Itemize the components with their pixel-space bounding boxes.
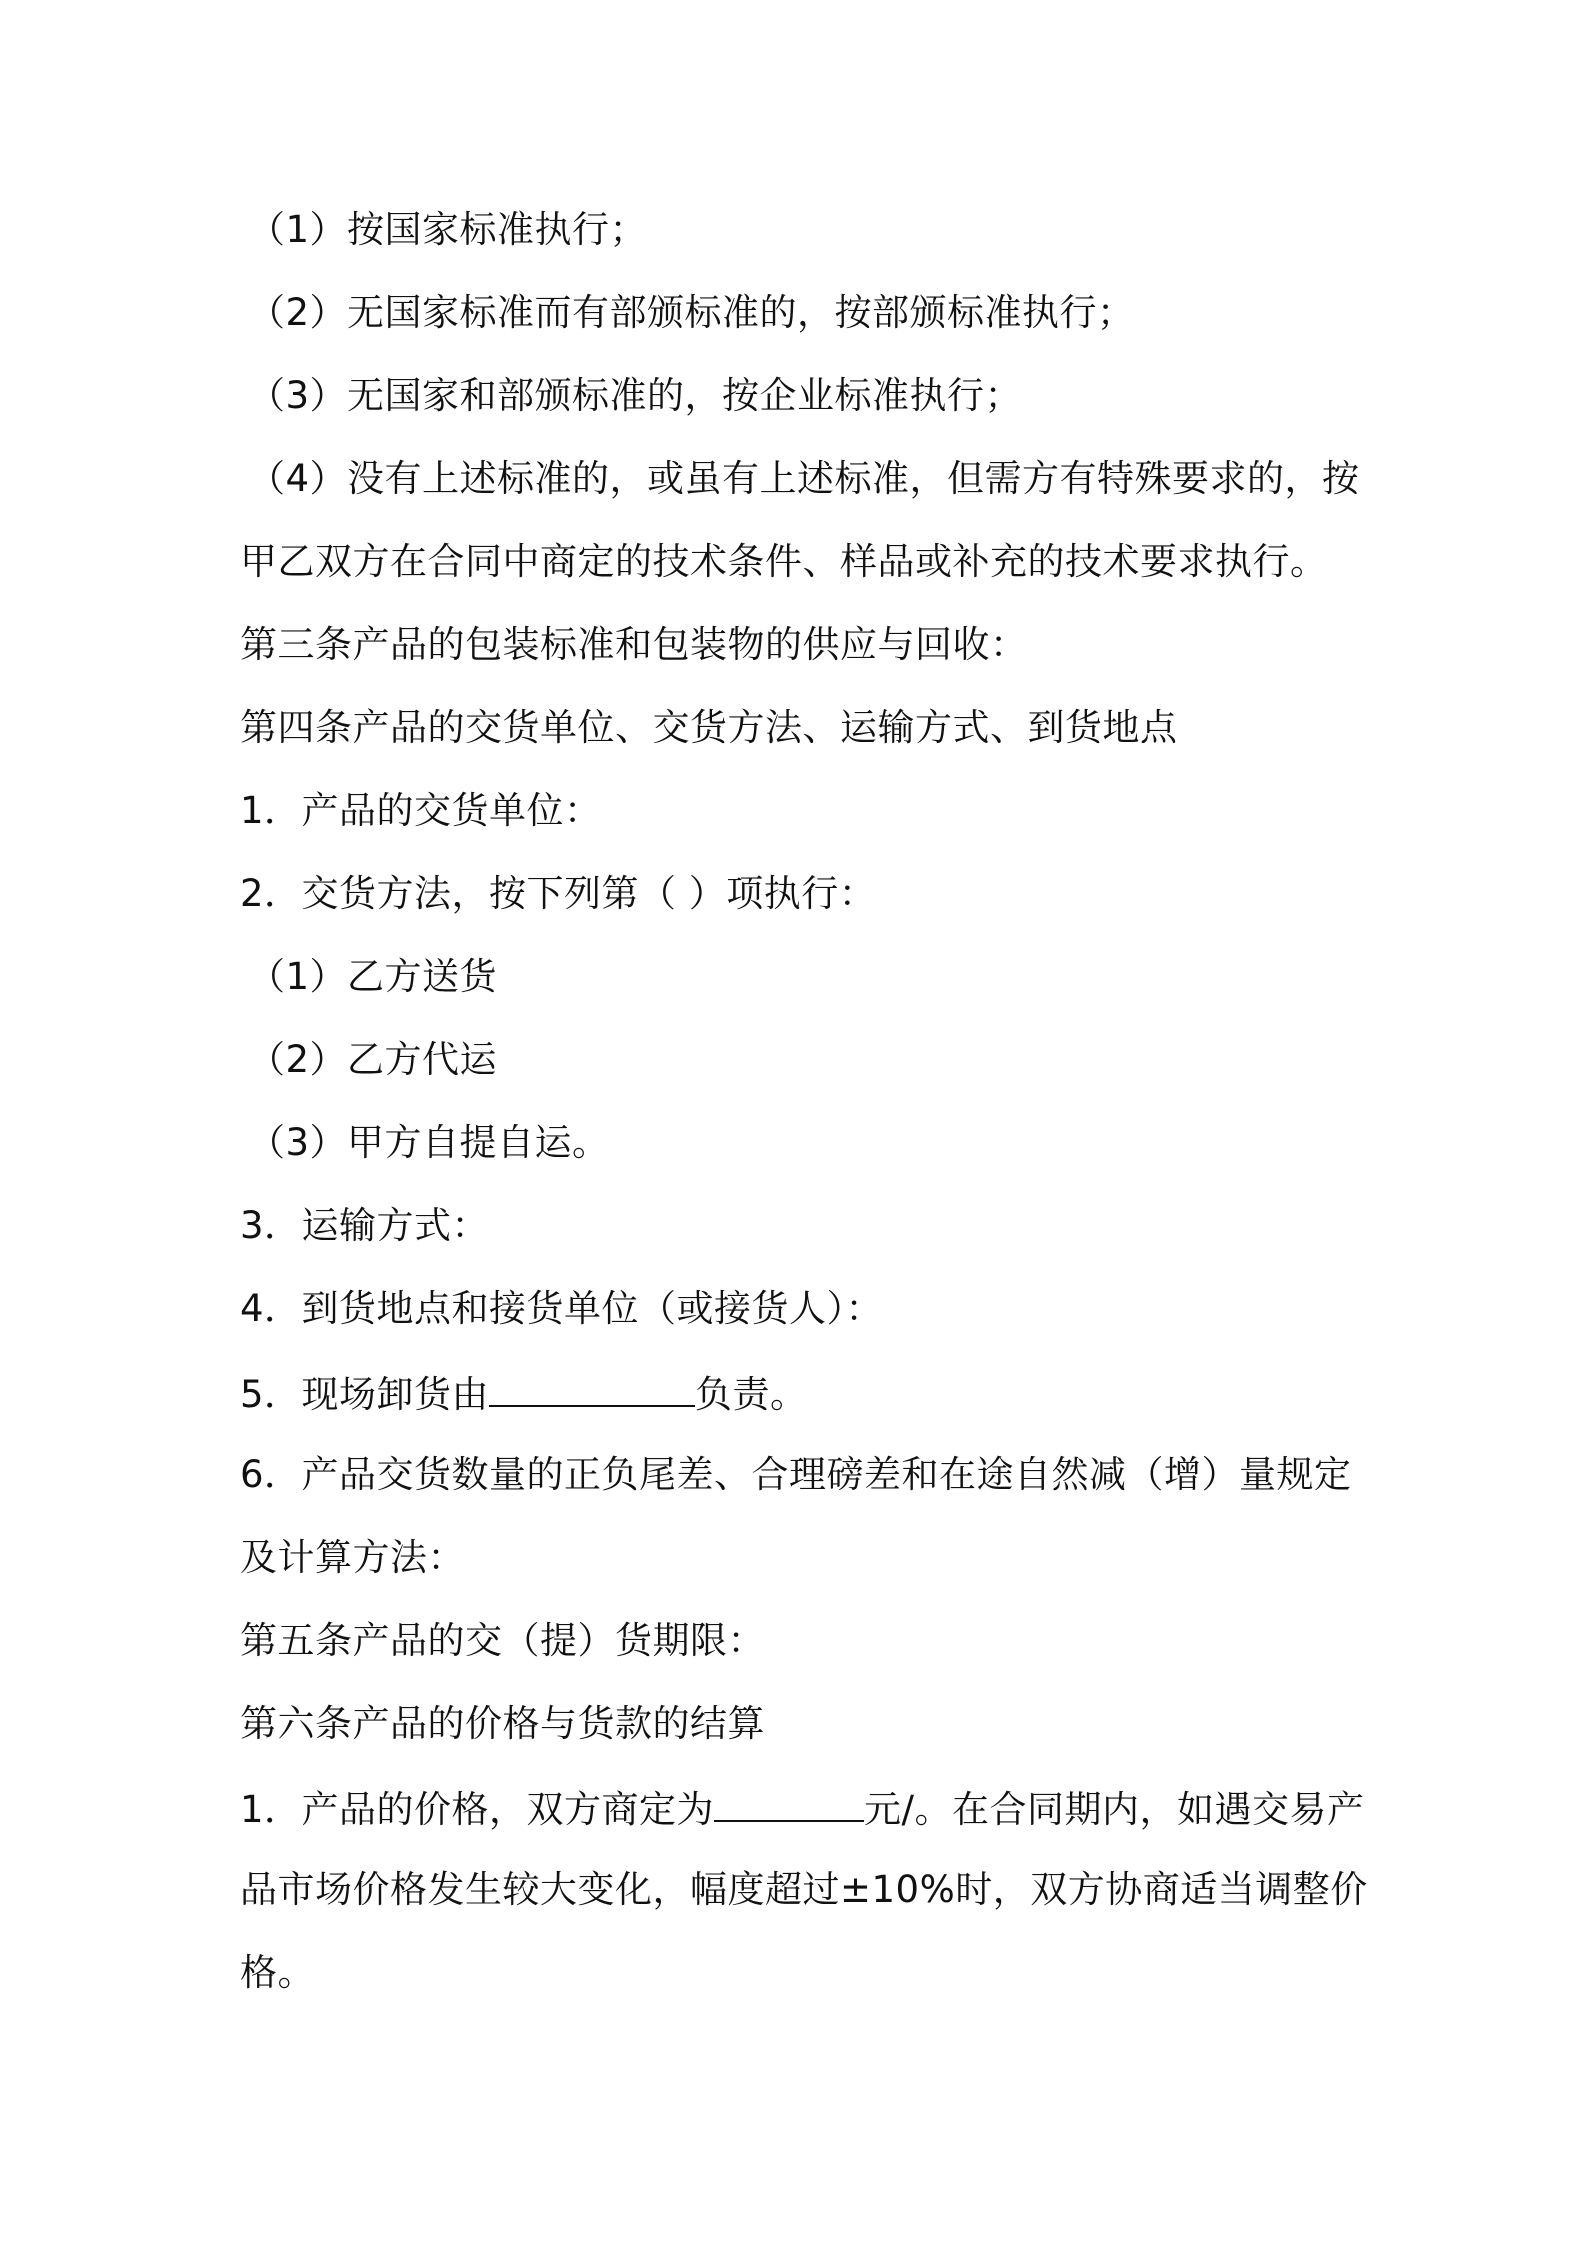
- price-blank-field[interactable]: [714, 1782, 864, 1822]
- delivery-option-3: （3）甲方自提自运。: [248, 1121, 610, 1164]
- destination-clause: 4．到货地点和接货单位（或接货人）：: [240, 1287, 884, 1330]
- price-suffix: 元/。在合同期内，如遇交易产: [864, 1788, 1365, 1831]
- delivery-option-2: （2）乙方代运: [248, 1038, 498, 1081]
- article-3-heading: 第三条产品的包装标准和包装物的供应与回收：: [240, 623, 1028, 666]
- standard-item-4: （4）没有上述标准的，或虽有上述标准，但需方有特殊要求的，按: [248, 457, 1360, 500]
- price-clause-continued: 品市场价格发生较大变化，幅度超过±10%时，双方协商适当调整价: [240, 1868, 1368, 1911]
- delivery-option-1: （1）乙方送货: [248, 955, 498, 998]
- standard-item-1: （1）按国家标准执行；: [248, 208, 648, 251]
- quantity-tolerance-clause: 6．产品交货数量的正负尾差、合理磅差和在途自然减（增）量规定: [240, 1453, 1352, 1496]
- delivery-unit-clause: 1．产品的交货单位：: [240, 789, 602, 832]
- delivery-method-clause: 2．交货方法，按下列第（ ）项执行：: [240, 872, 877, 915]
- unloading-suffix: 负责。: [695, 1373, 808, 1416]
- unloading-clause: [240, 1367, 808, 1420]
- quantity-tolerance-continued: 及计算方法：: [240, 1536, 465, 1579]
- price-prefix: 1．产品的价格，双方商定为: [240, 1788, 715, 1831]
- unloading-prefix: 5．现场卸货由: [240, 1373, 490, 1416]
- article-6-heading: 第六条产品的价格与货款的结算: [240, 1702, 765, 1745]
- unloading-blank-field[interactable]: [489, 1367, 695, 1407]
- standard-item-4-continued: 甲乙双方在合同中商定的技术条件、样品或补充的技术要求执行。: [240, 540, 1328, 583]
- price-clause-end: 格。: [240, 1951, 315, 1994]
- price-clause: [240, 1782, 1365, 1835]
- article-5-heading: 第五条产品的交（提）货期限：: [240, 1619, 765, 1662]
- standard-item-2: （2）无国家标准而有部颁标准的，按部颁标准执行；: [248, 291, 1135, 334]
- transport-mode-clause: 3．运输方式：: [240, 1204, 490, 1247]
- standard-item-3: （3）无国家和部颁标准的，按企业标准执行；: [248, 374, 1023, 417]
- article-4-heading: 第四条产品的交货单位、交货方法、运输方式、到货地点: [240, 706, 1178, 749]
